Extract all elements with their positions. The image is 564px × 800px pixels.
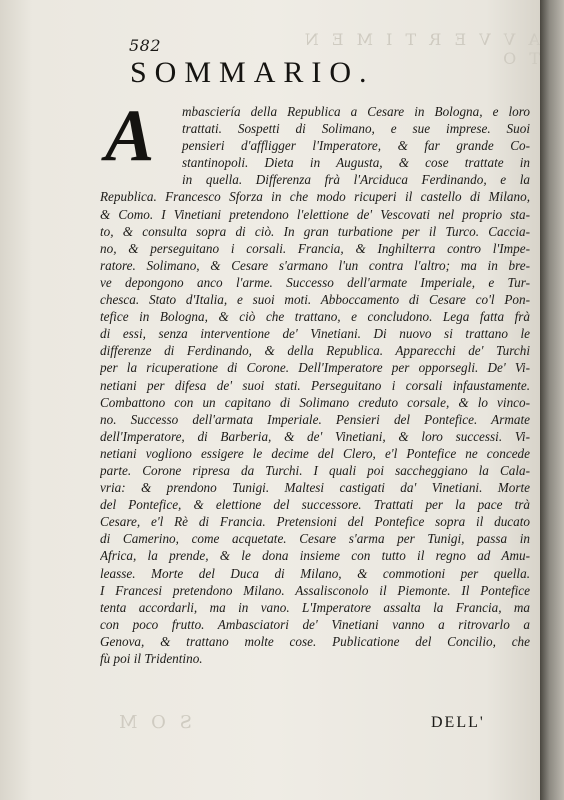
text-line: tefice in Bologna, & ciò che trattano, e concludono. Lega fatta frà xyxy=(100,309,530,325)
text-line: tenta accordarli, ma in vano. L'Imperatore assalta la Francia, ma xyxy=(100,599,530,615)
text-line: I Francesi pretendono Milano. Assalisconolo il Piemonte. Il Pontefice xyxy=(100,582,530,598)
text-line: netiani vogliono essigere le decime del Clero, e'l Pontefice ne concede xyxy=(100,445,530,461)
text-line: mbasciería della Republica a Cesare in Bologna, e loro xyxy=(182,104,530,119)
text-line: parte. Corone ripresa da Turchi. I quali poi saccheggiano la Cala- xyxy=(100,462,530,478)
drop-cap: A xyxy=(105,95,155,177)
text-line: leasse. Morte del Duca di Milano, & commotioni per quella. xyxy=(100,565,530,581)
text-line: trattati. Sospetti di Solimano, e sue imprese. Suoi xyxy=(182,121,530,137)
text-line: netiani per difesa de' suoi stati. Perseguitano i corsali infaustamente. xyxy=(100,377,530,393)
text-line: differenze di Ferdinando, & della Republica. Apparecchi de' Turchi xyxy=(100,343,530,359)
text-line: del Pontefice, & elettione del successore. Trattati per la pace trà xyxy=(100,497,530,513)
text-line: Cesare, e'l Rè di Francia. Pretensioni del Pontefice sopra il ducato xyxy=(100,514,530,530)
text-line: Combattono con un capitano di Solimano creduto corsale, & lo vinco- xyxy=(100,394,530,410)
catchword: DELL' xyxy=(431,714,485,731)
text-line: & Como. I Vinetiani pretendono l'elettione de' Vescovati nel proprio sta- xyxy=(100,206,530,222)
text-line: dell'Imperatore, di Barberia, & de' Vinetiani, & loro successi. Vi- xyxy=(100,428,530,444)
page-title: SOMMARIO. xyxy=(130,56,375,89)
text-line: di Camerino, come acquetate. Cesare s'arma per Tunigi, passa in xyxy=(100,531,530,547)
text-line: chesca. Stato d'Italia, e suoi moti. Abboccamento di Cesare co'l Pon- xyxy=(100,292,530,308)
text-line: Genova, & trattano molte cose. Publicatione del Concilio, che xyxy=(100,633,530,649)
text-line: stantinopoli. Dieta in Augusta, & cose trattate in xyxy=(182,155,530,171)
text-line: in quella. Differenza frà l'Arciduca Ferdinando, e la xyxy=(182,172,530,188)
text-line: fù poi il Tridentino. xyxy=(100,651,203,666)
text-line: no. Successo dell'armata Imperiale. Pensieri del Pontefice. Armate xyxy=(100,411,530,427)
text-line: Africa, la prende, & le dona insieme con tutto il regno ad Amu- xyxy=(100,548,530,564)
text-line: Republica. Francesco Sforza in che modo ricuperi il castello di Milano, xyxy=(100,189,530,205)
text-line: pensieri d'affligger l'Imperatore, & far grande Co- xyxy=(182,138,530,154)
text-line: no, & perseguitano i corsali. Francia, & Inghilterra contro l'Impe- xyxy=(100,240,530,256)
text-line: vria: & prendono Tunigi. Maltesi castigati da' Vinetiani. Morte xyxy=(100,480,530,496)
show-through-text: S O M xyxy=(115,712,192,733)
text-line: ve depongono anco l'arme. Successo dell'armate Imperiale, e Tur- xyxy=(100,274,530,290)
text-line: to, & consulta sopra di ciò. In gran turbatione per il Turco. Caccia- xyxy=(100,223,530,239)
text-line: di essi, senza interventione de' Vinetiani. Di nuovo si trattano le xyxy=(100,326,530,342)
text-line: per la ricuperatione di Corone. Dell'Imperatore per opporsegli. De' Vi- xyxy=(100,360,530,376)
text-line: con poco frutto. Ambasciatori de' Vinetiani vanno a ritrovarlo a xyxy=(100,616,530,632)
adjacent-page-edge xyxy=(540,0,564,800)
page-number: 582 xyxy=(129,36,162,55)
summary-text xyxy=(100,95,530,667)
text-line: ratore. Solimano, & Cesare s'armano l'un contra l'altro; ma in bre- xyxy=(100,257,530,273)
show-through-text: A V V E R T I M E N T O xyxy=(300,30,540,68)
